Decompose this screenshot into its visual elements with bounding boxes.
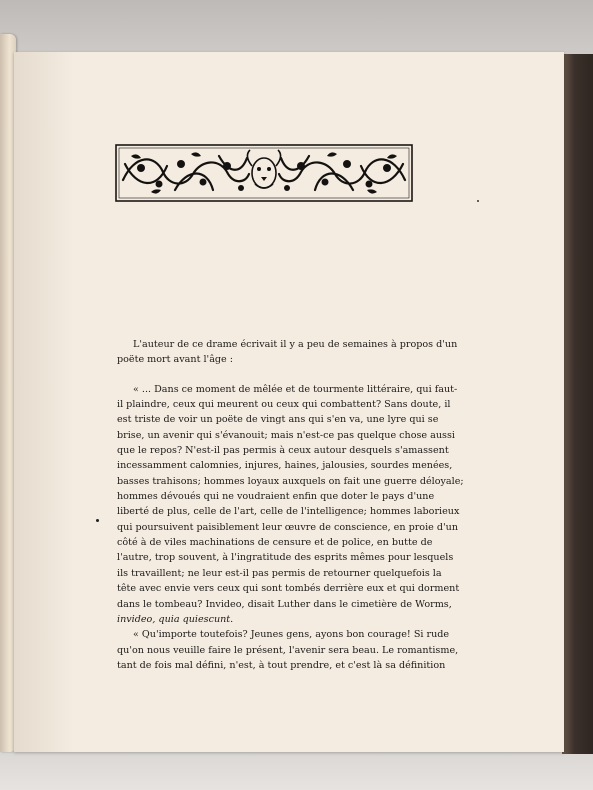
text-line: incessamment calomnies, injures, haines, jalousies, sourdes menées,	[117, 460, 453, 472]
text-line: « ... Dans ce moment de mêlée et de tourmente littéraire, qui faut-	[133, 383, 458, 395]
text-line: « Qu'importe toutefois? Jeunes gens, ayons bon courage! Si rude	[133, 629, 450, 641]
text-line: basses trahisons; hommes loyaux auxquels on fait une guerre déloyale;	[117, 475, 464, 487]
ornamental-headpiece-icon	[115, 144, 413, 202]
text-line: l'autre, trop souvent, à l'ingratitude des esprits mêmes pour lesquels	[117, 552, 454, 564]
page-gutter-shadow	[14, 52, 74, 752]
book-cover-edge	[562, 54, 593, 754]
text-line: est triste de voir un poëte de vingt ans qui s'en va, une lyre qui se	[117, 414, 439, 426]
text-line: tant de fois mal défini, n'est, à tout prendre, et c'est là sa définition	[117, 659, 446, 671]
background-top	[0, 0, 593, 60]
text-line: brise, un avenir qui s'évanouit; mais n'est-ce pas quelque chose aussi	[117, 429, 455, 441]
body-text	[117, 337, 464, 673]
quote-paragraph-2	[117, 627, 459, 673]
text-line: poëte mort avant l'âge :	[117, 354, 234, 366]
text-line: liberté de plus, celle de l'art, celle de l'intelligence; hommes laborieux	[117, 506, 460, 518]
intro-paragraph	[117, 337, 458, 368]
text-line: côté à de viles machinations de censure et de police, en butte de	[117, 537, 433, 549]
text-line: tête avec envie vers ceux qui sont tombés derrière eux et qui dorment	[117, 583, 460, 595]
text-line: que le repos? N'est-il pas permis à ceux autour desquels s'amassent	[117, 445, 449, 457]
text-line: il plaindre, ceux qui meurent ou ceux qui combattent? Sans doute, il	[117, 399, 451, 411]
text-line: qu'on nous veuille faire le présent, l'avenir sera beau. Le romantisme,	[117, 644, 459, 656]
text-line: L'auteur de ce drame écrivait il y a peu de semaines à propos d'un	[133, 339, 458, 350]
stray-mark	[477, 200, 479, 202]
text-line: ils travaillent; ne leur est-il pas permis de retourner quelquefois la	[117, 567, 442, 579]
text-line: qui poursuivent paisiblement leur œuvre de conscience, en proie d'un	[117, 521, 459, 533]
margin-mark	[96, 519, 99, 522]
quote-paragraph-1	[117, 382, 464, 628]
text-line: dans le tombeau? Invideo, disait Luther dans le cimetière de Worms,	[117, 598, 452, 610]
text-line: hommes dévoués qui ne voudraient enfin que doter le pays d'une	[117, 491, 435, 503]
text-line: invideo, quia quiescunt.	[117, 613, 234, 625]
